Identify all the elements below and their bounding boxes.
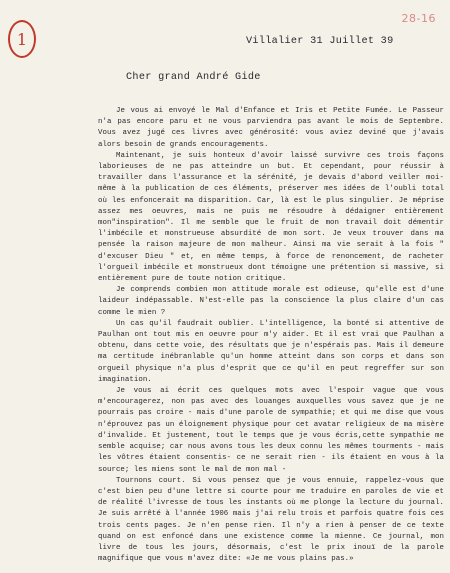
letter-paragraph: Un cas qu'il faudrait oublier. L'intelligence, la bonté si attentive de Paulhan ont tout mis en oeuvre pour m'y aider. Et il est vrai que Paulhan a obtenu, dans cette voie, des résultats que je n'espérais pas. Mais il demeure ma certitude inébranlable qu'un homme atteint dans son corps et dans son orgueil physique n'a plus d'esprit que ce qu'il en peut regreffer sur son imagination.: [98, 319, 444, 384]
letter-paragraph: Tournons court. Si vous pensez que je vous ennuie, rappelez-vous que c'est bien peu d'une lettre si courte pour me traduire en paroles de vie et de réalité l'ivresse de tous les instants où me plonge la lecture du journal. Je suis arrêté à l'année 1906 mais j'ai relu trois et parfois quatre fois ces trois cents pages. Je n'en pense rien. Il n'y a rien à penser de ce texte quand on est enfoncé dans une existence comme la mienne. Ce journal, mon livre de tous les jours, désormais, c'est le prix inouï de la parole magnifique que vous m'avez dite: «Je me vous plains pas.»: [98, 476, 444, 564]
letter-paragraph: Maintenant, je suis honteux d'avoir laissé survivre ces trois façons laborieuses de ne pas atteindre un but. Et cependant, pour réussir à travailler dans l'assurance et la sérénité, je devais d'abord veiller moi-même à la publication de ces éléments, préserver mes idées de l'oubli total où les enfoncerait ma disparition. Car, là est le plus singulier. Je méprise assez mes oeuvres, mais ne puis me résoudre à dédaigner entièrement mon"inspiration". Il me semble que le fruit de mon travail doit démentir l'imbécile et monstrueuse absurdité de mon sort. Je veux trouver dans ma pensée la raison majeure de mon malheur. Ainsi ma vie serait à la fois " d'excuser Dieu " et, en même temps, à force de renoncement, de racheter l'orgueil imbécile et monstrueux dont témoigne une prétention si massive, si entièrement pure de toute notion critique.: [98, 151, 444, 284]
margin-note-text: 1: [16, 29, 28, 49]
archive-reference-note: 28-16: [401, 12, 436, 25]
letter-paragraph: Je vous ai envoyé le Mal d'Enfance et Iris et Petite Fumée. Le Passeur n'a pas encore paru et ne vous parviendra pas avant le mois de Septembre. Vous avez jugé ces livres avec générosité: vous aviez deviné que j'avais alors besoin de grands encouragements.: [98, 107, 444, 149]
letter-dateline: Villalier 31 Juillet 39: [246, 36, 394, 47]
letter-paragraph: Je vous ai écrit ces quelques mots avec l'espoir vague que vous m'encouragerez, non pas avec des louanges auxquelles vous savez que je ne pourrais pas croire - mais d'une parole de sympathie; et qui me dise que vous n'éprouvez pas un éloignement physique pour cet avatar religieux de ma misère d'invalide. Et justement, tout le temps que je vous écris,cette sympathie me semble acquise; car nous avons tous les deux connu les mêmes tourments - mais les vôtres étaient consentis- ce ne serait rien - ils étaient en vous à la source; les miens sont le mal de mon mal -: [98, 387, 444, 474]
letter-salutation: Cher grand André Gide: [126, 72, 261, 83]
letter-body: [98, 106, 444, 565]
letter-paragraph: Je comprends combien mon attitude morale est odieuse, qu'elle est d'une laideur indépassable. N'est-elle pas la conscience la plus claire d'un cas comme le mien ?: [98, 286, 444, 317]
margin-circled-number: [8, 20, 36, 58]
